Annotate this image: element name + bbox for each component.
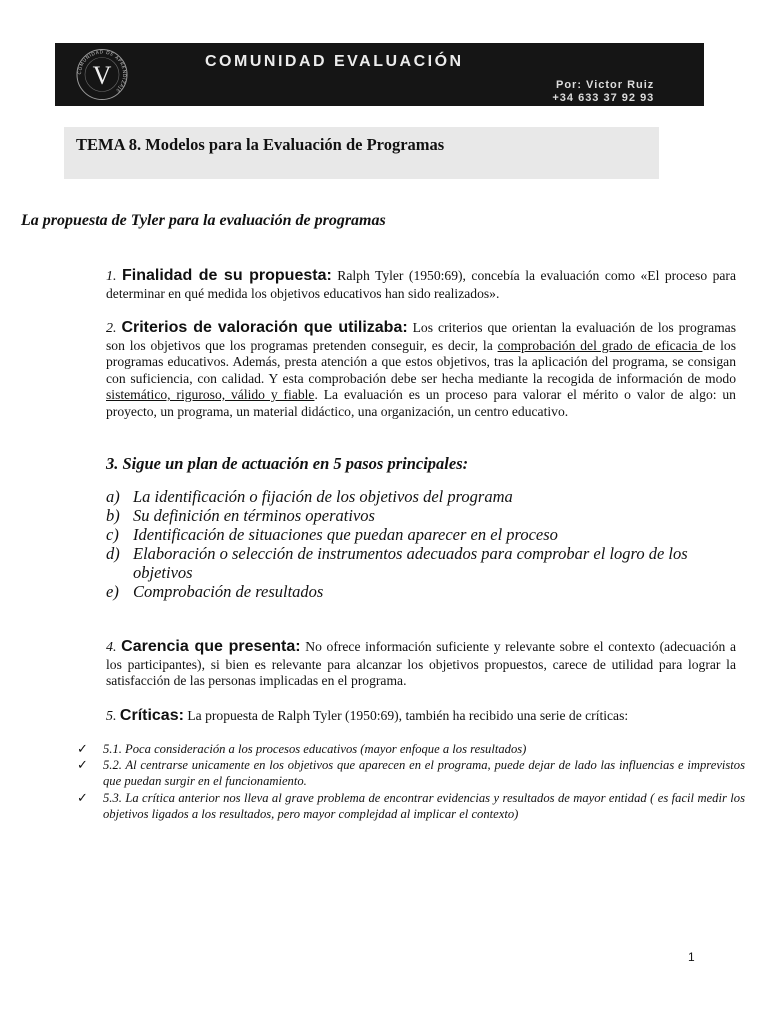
- logo-letter: V: [92, 61, 112, 90]
- list-text: La identificación o fijación de los objetivos del programa: [133, 487, 513, 506]
- list-text: 5.2. Al centrarse unicamente en los objetivos que aparecen en el programa, puede dejar de lado las influencias e imprevistos que puedan surgir en el funcionamiento.: [103, 758, 745, 789]
- theme-box: [64, 127, 659, 179]
- list-marker: a): [106, 487, 120, 506]
- paragraph-critiques: [106, 708, 736, 726]
- list-text: Elaboración o selección de instrumentos adecuados para comprobar el logro de los objetivos: [133, 544, 688, 582]
- item-label: Finalidad de su propuesta:: [121, 267, 332, 284]
- theme-title: TEMA 8. Modelos para la Evaluación de Programas: [76, 135, 445, 154]
- list-text: Identificación de situaciones que puedan aparecer en el proceso: [133, 525, 558, 544]
- list-marker: d): [106, 544, 120, 563]
- community-logo-icon: [65, 47, 139, 102]
- steps-list: [106, 487, 746, 601]
- list-item: [106, 506, 746, 525]
- list-text: Comprobación de resultados: [133, 582, 324, 601]
- header-banner: [55, 43, 704, 106]
- item-number: 5.: [106, 709, 117, 724]
- item-text: La propuesta de Ralph Tyler (1950:69), también ha recibido una serie de críticas:: [183, 708, 629, 723]
- list-text: 5.1. Poca consideración a los procesos educativos (mayor enfoque a los resultados): [103, 742, 527, 756]
- item-number: 2.: [106, 321, 117, 336]
- underlined-text: comprobación del grado de eficacia: [497, 337, 703, 353]
- list-item: [77, 741, 745, 757]
- list-marker: c): [106, 525, 119, 544]
- critiques-list: [77, 741, 745, 822]
- item-number: 4.: [106, 640, 117, 655]
- paragraph-criteria: [106, 320, 736, 420]
- list-marker: e): [106, 582, 119, 601]
- page-number: 1: [688, 950, 695, 964]
- banner-contact: [540, 79, 654, 105]
- check-icon: ✓: [77, 741, 88, 756]
- banner-phone: +34 633 37 92 93: [552, 92, 655, 104]
- check-icon: ✓: [77, 757, 88, 773]
- banner-author: Por: Victor Ruiz: [556, 79, 655, 91]
- paragraph-shortcoming: [106, 639, 736, 690]
- item-text: Los criterios que orientan la evaluación de los programas son los objetivos que los programas pretenden conseguir, es decir, la: [106, 320, 737, 353]
- item-label: Carencia que presenta:: [121, 638, 301, 655]
- item-text: Ralph Tyler (1950:69), concebía la evaluación como «El proceso para determinar en qué medida los objetivos educativos han sido realizados».: [106, 268, 736, 301]
- item-label: Críticas:: [119, 707, 184, 724]
- banner-title: COMUNIDAD EVALUACIÓN: [205, 53, 464, 70]
- list-item: [77, 790, 745, 822]
- list-item: [106, 544, 746, 582]
- list-item: [106, 582, 746, 601]
- item-number: 1.: [106, 269, 117, 284]
- item-label: Criterios de valoración que utilizaba:: [121, 319, 408, 336]
- paragraph-purpose: [106, 268, 736, 302]
- item-text: de los programas educativos. Además, presta atención a que estos objetivos, tras la aplicación del programa, se consigan con suficiencia, con calidad. Y esta comprobación debe ser hecha mediante la recogida de información de modo: [106, 337, 736, 386]
- check-icon: ✓: [77, 789, 88, 805]
- list-item: [106, 525, 746, 544]
- logo-ring-text: COMUNIDAD DE APRENDIZAJE: [77, 50, 127, 93]
- list-item: [106, 487, 746, 506]
- list-text: Su definición en términos operativos: [133, 506, 375, 525]
- steps-heading: 3. Sigue un plan de actuación en 5 pasos principales:: [106, 454, 469, 473]
- item-text: No ofrece información suficiente y relevante sobre el contexto (adecuación a los participantes), si bien es relevante para alcanzar los objetivos propuestos, carece de utilidad para lograr la satisfacción de las personas implicadas en el programa.: [106, 639, 736, 688]
- section-heading: La propuesta de Tyler para la evaluación de programas: [21, 212, 386, 229]
- list-item: [77, 757, 745, 789]
- list-text: 5.3. La crítica anterior nos lleva al grave problema de encontrar evidencias y resultados de mayor entidad ( es facil medir los objetivos ligados a los resultados, pero mayor complejdad al implicar el contexto): [103, 790, 745, 821]
- underlined-text: sistemático, riguroso, válido y fiable: [106, 387, 315, 402]
- item-text: . La evaluación es un proceso para valorar el mérito o valor de algo: un proyecto, un programa, un material didáctico, una organización, un centro educativo.: [106, 387, 736, 419]
- list-marker: b): [106, 506, 120, 525]
